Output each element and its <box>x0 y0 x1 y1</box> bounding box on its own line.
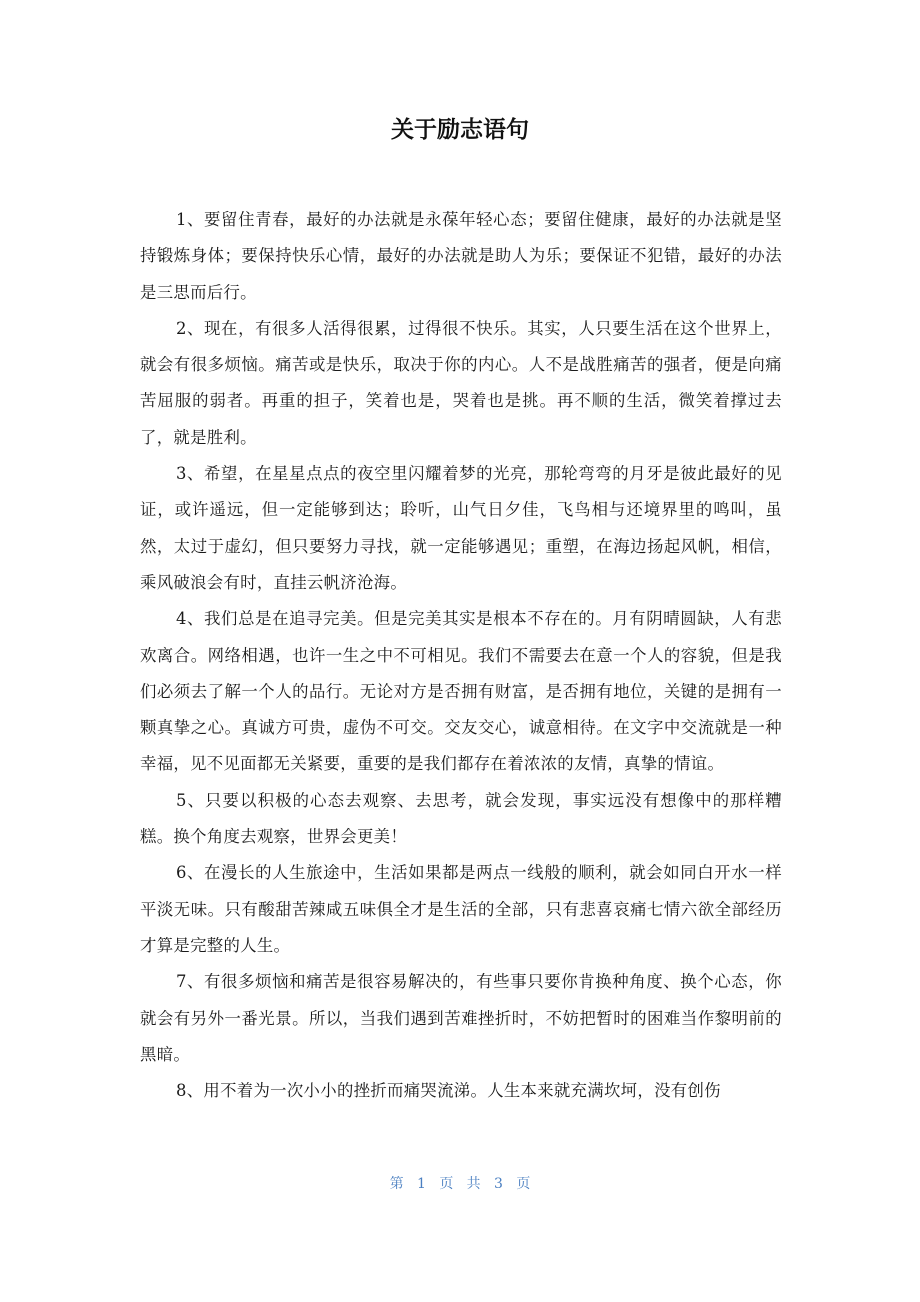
footer-suffix: 页 <box>516 1176 531 1192</box>
paragraph-6: 6、在漫长的人生旅途中，生活如果都是两点一线般的顺利，就会如同白开水一样平淡无味。只有酸甜苦辣咸五味俱全才是生活的全部，只有悲喜哀痛七情六欲全部经历才算是完整的人生。 <box>140 863 782 955</box>
footer-current-page: 1 <box>417 1176 426 1192</box>
paragraph-7: 7、有很多烦恼和痛苦是很容易解决的，有些事只要你肯换种角度、换个心态，你就会有另外一番光景。所以，当我们遇到苦难挫折时，不妨把暂时的困难当作黎明前的黑暗。 <box>140 972 782 1064</box>
page-number-footer <box>0 1172 920 1196</box>
footer-total-pages: 3 <box>494 1176 503 1192</box>
footer-prefix: 第 <box>389 1176 404 1192</box>
footer-mid: 页 共 <box>439 1176 481 1192</box>
paragraph-2: 2、现在，有很多人活得很累，过得很不快乐。其实，人只要生活在这个世界上，就会有很多烦恼。痛苦或是快乐，取决于你的内心。人不是战胜痛苦的强者，便是向痛苦屈服的弱者。再重的担子，笑着也是，哭着也是挑。再不顺的生活，微笑着撑过去了，就是胜利。 <box>140 318 782 447</box>
document-body <box>140 202 782 1109</box>
paragraph-1: 1、要留住青春，最好的办法就是永葆年轻心态；要留住健康，最好的办法就是坚持锻炼身体；要保持快乐心情，最好的办法就是助人为乐；要保证不犯错，最好的办法是三思而后行。 <box>140 210 782 302</box>
paragraph-5: 5、只要以积极的心态去观察、去思考，就会发现，事实远没有想像中的那样糟糕。换个角度去观察，世界会更美！ <box>140 790 782 847</box>
paragraph-4: 4、我们总是在追寻完美。但是完美其实是根本不存在的。月有阴晴圆缺，人有悲欢离合。网络相遇，也许一生之中不可相见。我们不需要去在意一个人的容貌，但是我们必须去了解一个人的品行。无论对方是否拥有财富，是否拥有地位，关键的是拥有一颗真挚之心。真诚方可贵，虚伪不可交。交友交心，诚意相待。在文字中交流就是一种幸福，见不见面都无关紧要，重要的是我们都存在着浓浓的友情，真挚的情谊。 <box>140 609 782 774</box>
paragraph-3: 3、希望，在星星点点的夜空里闪耀着梦的光亮，那轮弯弯的月牙是彼此最好的见证，或许遥远，但一定能够到达；聆听，山气日夕佳，飞鸟相与还境界里的鸣叫，虽然，太过于虚幻，但只要努力寻找，就一定能够遇见；重塑，在海边扬起风帆，相信，乘风破浪会有时，直挂云帆济沧海。 <box>140 464 782 592</box>
document-title: 关于励志语句 <box>391 117 529 143</box>
paragraph-8: 8、用不着为一次小小的挫折而痛哭流涕。人生本来就充满坎坷，没有创伤 <box>176 1081 721 1101</box>
